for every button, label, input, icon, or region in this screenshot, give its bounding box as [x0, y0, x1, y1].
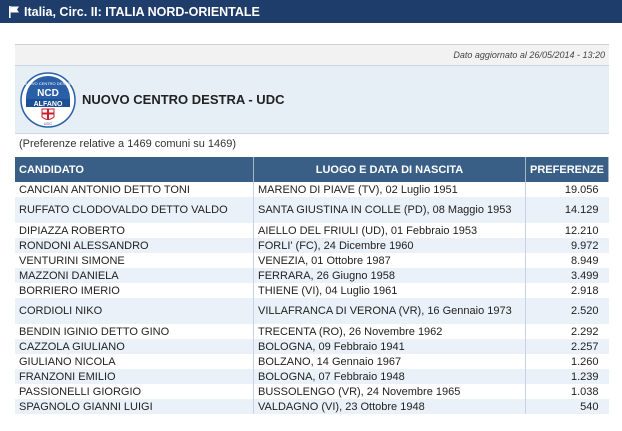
preference-count: 540 — [526, 399, 609, 414]
birth-info: MARENO DI PIAVE (TV), 02 Luglio 1951 — [254, 182, 526, 197]
preference-count: 1.260 — [526, 354, 609, 369]
table-row — [15, 182, 609, 197]
table-row — [15, 369, 609, 384]
column-header-votes: PREFERENZE — [526, 157, 609, 182]
preference-count: 2.257 — [526, 339, 609, 354]
svg-text:NUOVO CENTRO DESTRA: NUOVO CENTRO DESTRA — [22, 80, 74, 86]
candidate-name: CAZZOLA GIULIANO — [15, 339, 254, 354]
table-row — [15, 384, 609, 399]
candidate-name: PASSIONELLI GIORGIO — [15, 384, 254, 399]
page-title: Italia, Circ. II: ITALIA NORD-ORIENTALE — [24, 4, 260, 19]
column-header-birth: LUOGO E DATA DI NASCITA — [254, 157, 526, 182]
table-row — [15, 268, 609, 283]
table-row — [15, 197, 609, 223]
birth-info: VALDAGNO (VI), 23 Ottobre 1948 — [254, 399, 526, 414]
table-row — [15, 324, 609, 339]
preference-count: 19.056 — [526, 182, 609, 197]
birth-info: FERRARA, 26 Giugno 1958 — [254, 268, 526, 283]
candidate-name: CORDIOLI NIKO — [15, 298, 254, 324]
birth-info: AIELLO DEL FRIULI (UD), 01 Febbraio 1953 — [254, 223, 526, 238]
candidate-name: BENDIN IGINIO DETTO GINO — [15, 324, 254, 339]
preference-count: 3.499 — [526, 268, 609, 283]
svg-text:ALFANO: ALFANO — [33, 100, 63, 108]
last-updated: Dato aggiornato al 26/05/2014 - 13:20 — [15, 44, 609, 65]
table-row — [15, 253, 609, 268]
preference-count: 8.949 — [526, 253, 609, 268]
birth-info: BUSSOLENGO (VR), 24 Novembre 1965 — [254, 384, 526, 399]
birth-info: BOLOGNA, 07 Febbraio 1948 — [254, 369, 526, 384]
svg-text:NCD: NCD — [37, 87, 59, 99]
preference-count: 12.210 — [526, 223, 609, 238]
candidate-name: VENTURINI SIMONE — [15, 253, 254, 268]
candidates-table — [15, 157, 609, 414]
birth-info: VILLAFRANCA DI VERONA (VR), 16 Gennaio 1973 — [254, 298, 526, 324]
preference-count: 2.918 — [526, 283, 609, 298]
preference-count: 9.972 — [526, 238, 609, 253]
table-row — [15, 223, 609, 238]
table-row — [15, 283, 609, 298]
candidate-name: RUFFATO CLODOVALDO DETTO VALDO — [15, 197, 254, 223]
flag-icon — [7, 5, 21, 19]
birth-info: SANTA GIUSTINA IN COLLE (PD), 08 Maggio 1953 — [254, 197, 526, 223]
candidate-name: FRANZONI EMILIO — [15, 369, 254, 384]
candidate-name: GIULIANO NICOLA — [15, 354, 254, 369]
preference-count: 1.038 — [526, 384, 609, 399]
table-header-row — [15, 157, 609, 182]
preference-count: 2.520 — [526, 298, 609, 324]
party-logo — [20, 72, 76, 128]
preference-count: 2.292 — [526, 324, 609, 339]
birth-info: BOLZANO, 14 Gennaio 1967 — [254, 354, 526, 369]
preference-count: 14.129 — [526, 197, 609, 223]
table-row — [15, 238, 609, 253]
candidate-name: BORRIERO IMERIO — [15, 283, 254, 298]
candidate-name: MAZZONI DANIELA — [15, 268, 254, 283]
candidate-name: RONDONI ALESSANDRO — [15, 238, 254, 253]
birth-info: FORLI' (FC), 24 Dicembre 1960 — [254, 238, 526, 253]
birth-info: THIENE (VI), 04 Luglio 1961 — [254, 283, 526, 298]
party-header — [15, 65, 609, 134]
candidate-name: DIPIAZZA ROBERTO — [15, 223, 254, 238]
column-header-candidate: CANDIDATO — [15, 157, 254, 182]
table-row — [15, 399, 609, 414]
svg-text:UDC: UDC — [43, 120, 53, 126]
birth-info: TRECENTA (RO), 26 Novembre 1962 — [254, 324, 526, 339]
preferences-note: (Preferenze relative a 1469 comuni su 1469) — [19, 138, 237, 150]
candidate-name: SPAGNOLO GIANNI LUIGI — [15, 399, 254, 414]
page-header — [0, 0, 622, 23]
party-name: NUOVO CENTRO DESTRA - UDC — [82, 92, 285, 107]
results-panel — [15, 44, 609, 414]
table-row — [15, 298, 609, 324]
table-row — [15, 339, 609, 354]
birth-info: BOLOGNA, 09 Febbraio 1941 — [254, 339, 526, 354]
candidate-name: CANCIAN ANTONIO DETTO TONI — [15, 182, 254, 197]
preference-count: 1.239 — [526, 369, 609, 384]
table-row — [15, 354, 609, 369]
birth-info: VENEZIA, 01 Ottobre 1987 — [254, 253, 526, 268]
